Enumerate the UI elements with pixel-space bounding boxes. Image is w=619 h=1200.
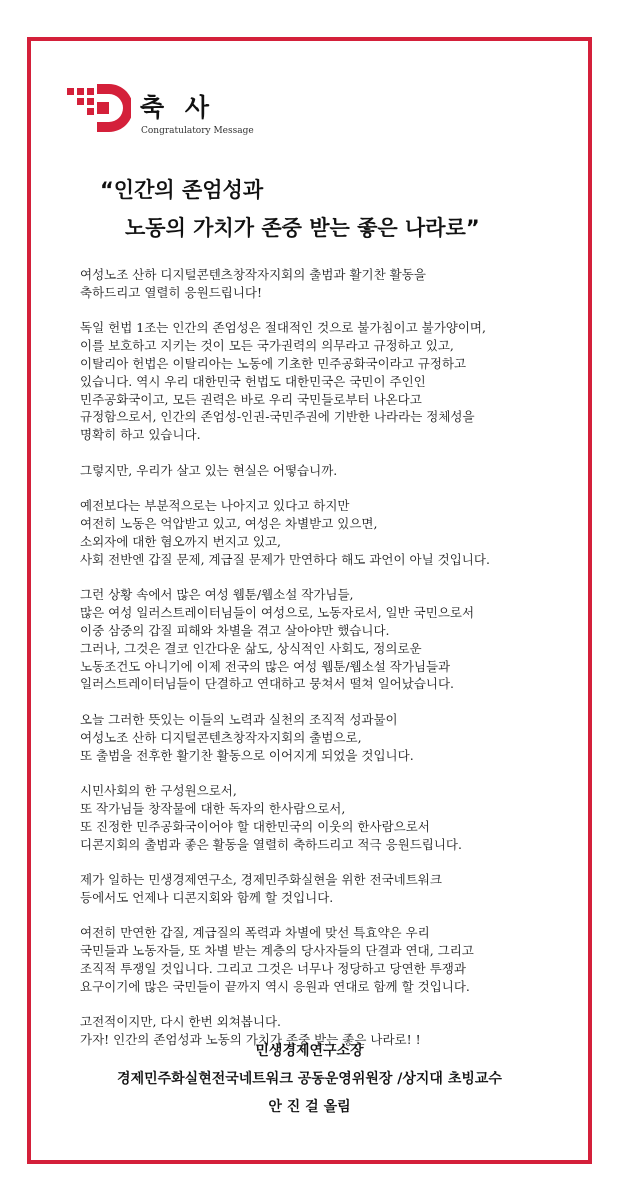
paragraph (80, 711, 560, 764)
paragraph-line: 많은 여성 일러스트레이터님들이 여성으로, 노동자로서, 일반 국민으로서 (80, 605, 475, 621)
signature-title: 민생경제연구소장 (255, 1043, 364, 1059)
message-body (80, 266, 560, 1067)
paragraph-line: 조직적 투쟁일 것입니다. 그리고 그것은 너무나 정당하고 당연한 투쟁과 (80, 961, 466, 977)
paragraph-line: 제가 일하는 민생경제연구소, 경제민주화실현을 위한 전국네트워크 (80, 872, 442, 888)
signature-name: 안 진 걸 올림 (268, 1099, 351, 1115)
paragraph-line: 국민들과 노동자들, 또 차별 받는 계층의 당사자들의 단결과 연대, 그리고 (80, 943, 474, 959)
paragraph-line: 규정함으로서, 인간의 존엄성-인권-국민주권에 기반한 나라라는 정체성을 (80, 409, 475, 425)
paragraph-line: 여성노조 산하 디지털콘텐츠창작자지회의 출범으로, (80, 729, 362, 745)
header-subtitle: Congratulatory Message (141, 126, 254, 136)
paragraph (80, 782, 560, 853)
paragraph-line: 여전히 노동은 억압받고 있고, 여성은 차별받고 있으면, (80, 516, 378, 532)
header-title: 축 사 (140, 93, 216, 122)
paragraph-line: 독일 헌법 1조는 인간의 존엄성은 절대적인 것으로 불가침이고 불가양이며, (80, 320, 486, 336)
paragraph-line: 요구이기에 많은 국민들이 끝까지 역시 응원과 연대로 함께 할 것입니다. (80, 978, 470, 994)
paragraph-line: 민주공화국이고, 모든 권력은 바로 우리 국민들로부터 나온다고 (80, 391, 422, 407)
paragraph (80, 266, 560, 302)
paragraph (80, 462, 560, 480)
signature-affiliation: 경제민주화실현전국네트워크 공동운영위원장 /상지대 초빙교수 (117, 1071, 502, 1087)
paragraph (80, 871, 560, 907)
paragraph-line: 여전히 만연한 갑질, 계급질의 폭력과 차별에 맞선 특효약은 우리 (80, 925, 430, 941)
paragraph-line: 디콘지회의 출범과 좋은 활동을 열렬히 축하드리고 적극 응원드립니다. (80, 836, 462, 852)
paragraph (80, 319, 560, 444)
paragraph-line: 있습니다. 역시 우리 대한민국 헌법도 대한민국은 국민이 주인인 (80, 373, 426, 389)
paragraph-line: 이탈리아 헌법은 이탈리아는 노동에 기초한 민주공화국이라고 규정하고 (80, 355, 467, 371)
paragraph-line: 축하드리고 열렬히 응원드립니다! (80, 284, 263, 300)
paragraph-line: 등에서도 언제나 디콘지회와 함께 할 것입니다. (80, 889, 334, 905)
paragraph-line: 노동조건도 아니기에 이제 전국의 많은 여성 웹툰/웹소설 작가님들과 (80, 658, 451, 674)
paragraph-line: 오늘 그러한 뜻있는 이들의 노력과 실천의 조직적 성과물이 (80, 711, 398, 727)
quote-line-1: “인간의 존엄성과 (100, 178, 264, 202)
paragraph-line: 명확히 하고 있습니다. (80, 427, 201, 443)
paragraph-line: 일러스트레이터님들이 단결하고 연대하고 뭉쳐서 떨쳐 일어났습니다. (80, 676, 455, 692)
paragraph (80, 924, 560, 995)
paragraph-line: 사회 전반엔 갑질 문제, 계급질 문제가 만연하다 해도 과언이 아닐 것입니다. (80, 551, 490, 567)
paragraph-line: 소외자에 대한 혐오까지 번지고 있고, (80, 533, 281, 549)
paragraph-line: 그런 상황 속에서 많은 여성 웹툰/웹소설 작가님들, (80, 587, 354, 603)
paragraph (80, 497, 560, 568)
paragraph-line: 또 출범을 전후한 활기찬 활동으로 이어지게 되었을 것입니다. (80, 747, 414, 763)
paragraph-line: 예전보다는 부분적으로는 나아지고 있다고 하지만 (80, 498, 350, 514)
quote-line-2: 노동의 가치가 존중 받는 좋은 나라로” (125, 216, 480, 240)
paragraph-line: 또 진정한 민주공화국이어야 할 대한민국의 이웃의 한사람으로서 (80, 818, 430, 834)
paragraph-line: 이를 보호하고 지키는 것이 모든 국가권력의 의무라고 규정하고 있고, (80, 338, 454, 354)
paragraph-line: 그러나, 그것은 결코 인간다운 삶도, 상식적인 사회도, 정의로운 (80, 640, 422, 656)
paragraph-line: 시민사회의 한 구성원으로서, (80, 783, 237, 799)
paragraph (80, 586, 560, 693)
paragraph-line: 이중 삼중의 갑질 피해와 차별을 겪고 살아야만 했습니다. (80, 622, 390, 638)
paragraph-line: 가자! 인간의 존엄성과 노동의 가치가 존중 받는 좋은 나라로! ! (80, 1032, 421, 1048)
paragraph-line: 고전적이지만, 다시 한번 외쳐봅니다. (80, 1014, 281, 1030)
paragraph-line: 그렇지만, 우리가 살고 있는 현실은 어떻습니까. (80, 462, 338, 478)
paragraph-line: 또 작가님들 창작물에 대한 독자의 한사람으로서, (80, 800, 346, 816)
congratulation-logo-icon (65, 80, 131, 136)
paragraph-line: 여성노조 산하 디지털콘텐츠창작자지회의 출범과 활기찬 활동을 (80, 267, 426, 282)
